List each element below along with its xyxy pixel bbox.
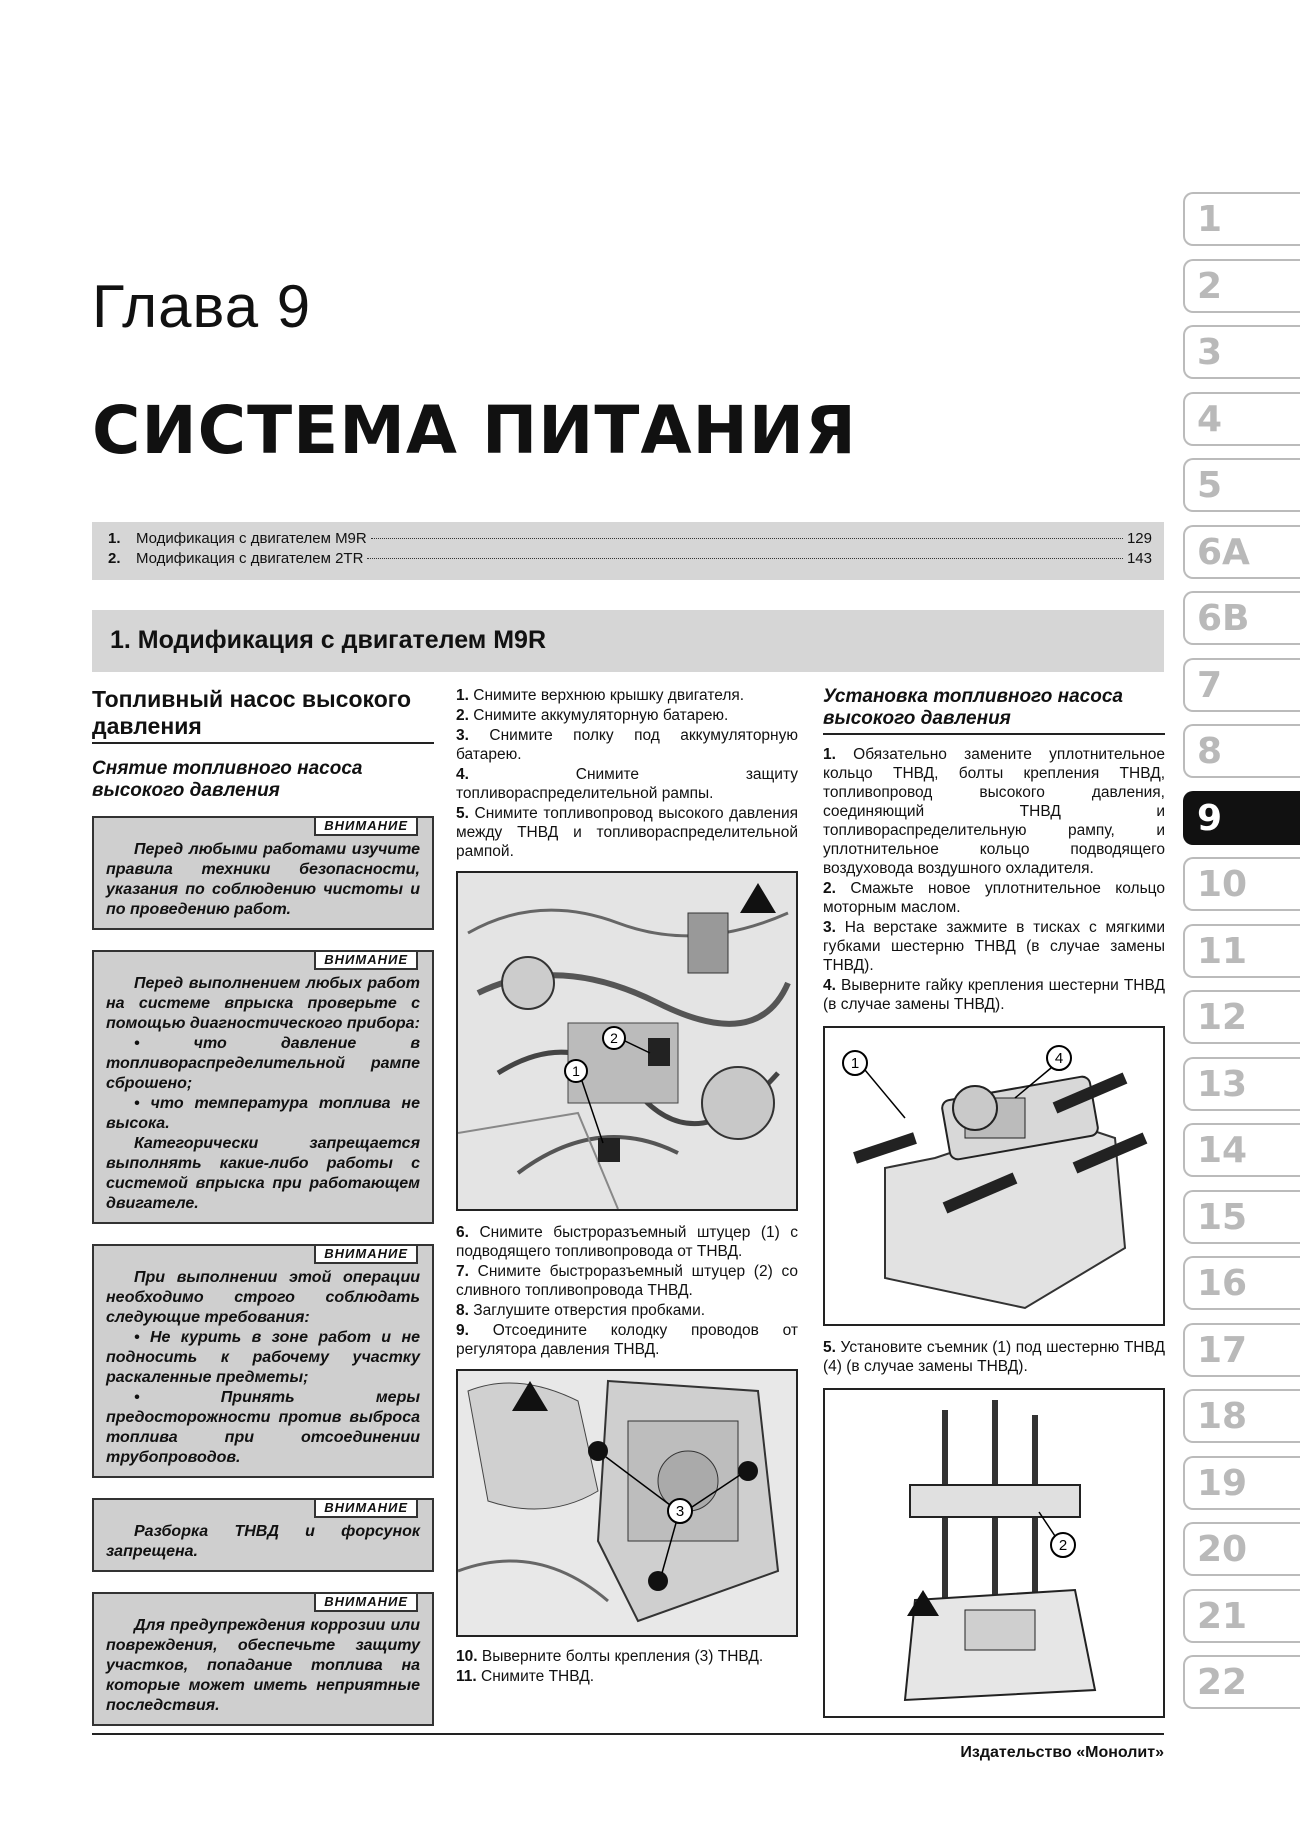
subsection-heading: Топливный насос высокого давления: [92, 686, 434, 744]
warning-box: [92, 816, 434, 930]
chapter-tab-9[interactable]: 9: [1183, 791, 1300, 845]
toc-number: 2.: [108, 550, 121, 567]
section-heading: 1. Модификация с двигателем M9R: [92, 610, 1164, 672]
chapter-tab-17[interactable]: 17: [1183, 1323, 1300, 1377]
chapter-tab-1[interactable]: 1: [1183, 192, 1300, 246]
step: 11. Снимите ТНВД.: [456, 1668, 595, 1685]
chapter-tab-13[interactable]: 13: [1183, 1057, 1300, 1111]
toc-page: 143: [1126, 550, 1152, 567]
step: 2. Снимите аккумуляторную батарею.: [456, 707, 729, 724]
warning-label: ВНИМАНИЕ: [314, 1498, 418, 1518]
warning-label: ВНИМАНИЕ: [314, 950, 418, 970]
chapter-tab-4[interactable]: 4: [1183, 392, 1300, 446]
chapter-tab-10[interactable]: 10: [1183, 857, 1300, 911]
warning-text: • Не курить в зоне работ и не подносить к рабочему участку раскаленные предметы;: [106, 1329, 420, 1386]
step: 5. Снимите топливопровод высокого давления между ТНВД и топливораспределительной рампой.: [456, 805, 799, 860]
warning-text: При выполнении этой операции необходимо строго соблюдать следующие требования:: [106, 1269, 420, 1326]
step: 8. Заглушите отверстия пробками.: [456, 1302, 706, 1319]
toc-row[interactable]: [108, 530, 1152, 550]
step: 2. Смажьте новое уплотнительное кольцо моторным маслом.: [823, 880, 1165, 916]
toc-dots: [371, 538, 1123, 539]
chapter-tab-22[interactable]: 22: [1183, 1655, 1300, 1709]
chapter-tab-11[interactable]: 11: [1183, 924, 1300, 978]
step: 9. Отсоедините колодку проводов от регулятора давления ТНВД.: [456, 1322, 798, 1358]
warning-text: • что давление в топливораспределительной рампе сброшено;: [106, 1035, 420, 1092]
warning-text: • Принять меры предосторожности против выброса топлива при отсоединении трубопроводов.: [106, 1389, 420, 1466]
chapter-tab-18[interactable]: 18: [1183, 1389, 1300, 1443]
step: 5. Установите съемник (1) под шестерню ТНВД (4) (в случае замены ТНВД).: [823, 1339, 1165, 1375]
chapter-tab-2[interactable]: 2: [1183, 259, 1300, 313]
figure-callout: 2: [610, 1030, 618, 1046]
column-left: [92, 686, 434, 1746]
install-heading: Установка топливного насоса высокого давления: [823, 686, 1165, 735]
chapter-tab-14[interactable]: 14: [1183, 1123, 1300, 1177]
figure-engine-fuel-lines: [456, 871, 798, 1211]
chapter-tab-7[interactable]: 7: [1183, 658, 1300, 712]
step: 4. Снимите защиту топливораспределительной рампы.: [456, 766, 798, 802]
warning-text: Перед выполнением любых работ на системе впрыска проверьте с помощью диагностического прибора:: [106, 975, 420, 1032]
chapter-tab-3[interactable]: 3: [1183, 325, 1300, 379]
chapter-tab-21[interactable]: 21: [1183, 1589, 1300, 1643]
chapter-tab-6a[interactable]: 6A: [1183, 525, 1300, 579]
chapter-tab-16[interactable]: 16: [1183, 1256, 1300, 1310]
step: 6. Снимите быстроразъемный штуцер (1) с подводящего топливопровода от ТНВД.: [456, 1224, 799, 1260]
toc-text: Модификация с двигателем M9R: [136, 530, 367, 547]
step: 1. Обязательно замените уплотнительное кольцо ТНВД, болты крепления ТНВД, топливопровод высокого давления, соединяющий ТНВД и топливораспределительную рампу, и уплотнительное кольцо подводящего воздуховода воздушного охладителя.: [823, 746, 1165, 877]
toc-page: 129: [1126, 530, 1152, 547]
column-middle: [456, 686, 798, 1687]
figure-callout: 1: [572, 1063, 580, 1079]
step: 3. Снимите полку под аккумуляторную батарею.: [456, 727, 798, 763]
chapter-tab-5[interactable]: 5: [1183, 458, 1300, 512]
column-right: [823, 686, 1165, 1718]
chapter-tab-8[interactable]: 8: [1183, 724, 1300, 778]
figure-puller-install: [823, 1026, 1165, 1326]
figure-callout: 3: [675, 1503, 685, 1520]
step: 7. Снимите быстроразъемный штуцер (2) со сливного топливопровода ТНВД.: [456, 1263, 798, 1299]
toc-number: 1.: [108, 530, 121, 547]
warning-box: [92, 1498, 434, 1572]
chapter-tab-19[interactable]: 19: [1183, 1456, 1300, 1510]
figure-pump-bolts: [456, 1369, 798, 1637]
footer-divider: [92, 1733, 1164, 1735]
chapter-tab-6b[interactable]: 6B: [1183, 591, 1300, 645]
figure-callout: 2: [1058, 1537, 1068, 1554]
warning-text: Для предупреждения коррозии или повреждения, обеспечьте защиту участков, попадание топлива на которые может иметь неприятные последствия.: [106, 1617, 420, 1714]
warning-box: [92, 950, 434, 1224]
warning-text: Категорически запрещается выполнять какие-либо работы с системой впрыска при работающем двигателе.: [106, 1135, 420, 1212]
figure-puller-gear: [823, 1388, 1165, 1718]
toc-text: Модификация с двигателем 2TR: [136, 550, 364, 567]
warning-label: ВНИМАНИЕ: [314, 1244, 418, 1264]
toc-row[interactable]: [108, 550, 1152, 570]
chapter-tabs: [1183, 192, 1300, 1722]
chapter-tab-12[interactable]: 12: [1183, 990, 1300, 1044]
warning-text: Перед любыми работами изучите правила техники безопасности, указания по соблюдению чистоты и по проведению работ.: [106, 841, 420, 918]
step: 1. Снимите верхнюю крышку двигателя.: [456, 687, 745, 704]
figure-callout: 4: [1054, 1050, 1064, 1067]
step: 10. Выверните болты крепления (3) ТНВД.: [456, 1648, 764, 1665]
chapter-label: Глава 9: [92, 273, 312, 340]
chapter-tab-20[interactable]: 20: [1183, 1522, 1300, 1576]
publisher-footer: Издательство «Монолит»: [960, 1744, 1164, 1761]
page-title: СИСТЕМА ПИТАНИЯ: [92, 392, 857, 469]
step: 4. Выверните гайку крепления шестерни ТНВД (в случае замены ТНВД).: [823, 977, 1165, 1013]
chapter-tab-15[interactable]: 15: [1183, 1190, 1300, 1244]
toc-dots: [367, 558, 1123, 559]
table-of-contents: [92, 522, 1164, 580]
warning-label: ВНИМАНИЕ: [314, 816, 418, 836]
removal-heading: Снятие топливного насоса высокого давления: [92, 758, 363, 801]
warning-label: ВНИМАНИЕ: [314, 1592, 418, 1612]
warning-box: [92, 1592, 434, 1726]
warning-box: [92, 1244, 434, 1478]
step: 3. На верстаке зажмите в тисках с мягкими губками шестерню ТНВД (в случае замены ТНВД).: [823, 919, 1165, 974]
figure-callout: 1: [850, 1055, 860, 1072]
warning-text: Разборка ТНВД и форсунок запрещена.: [106, 1523, 420, 1560]
warning-text: • что температура топлива не высока.: [106, 1095, 420, 1132]
